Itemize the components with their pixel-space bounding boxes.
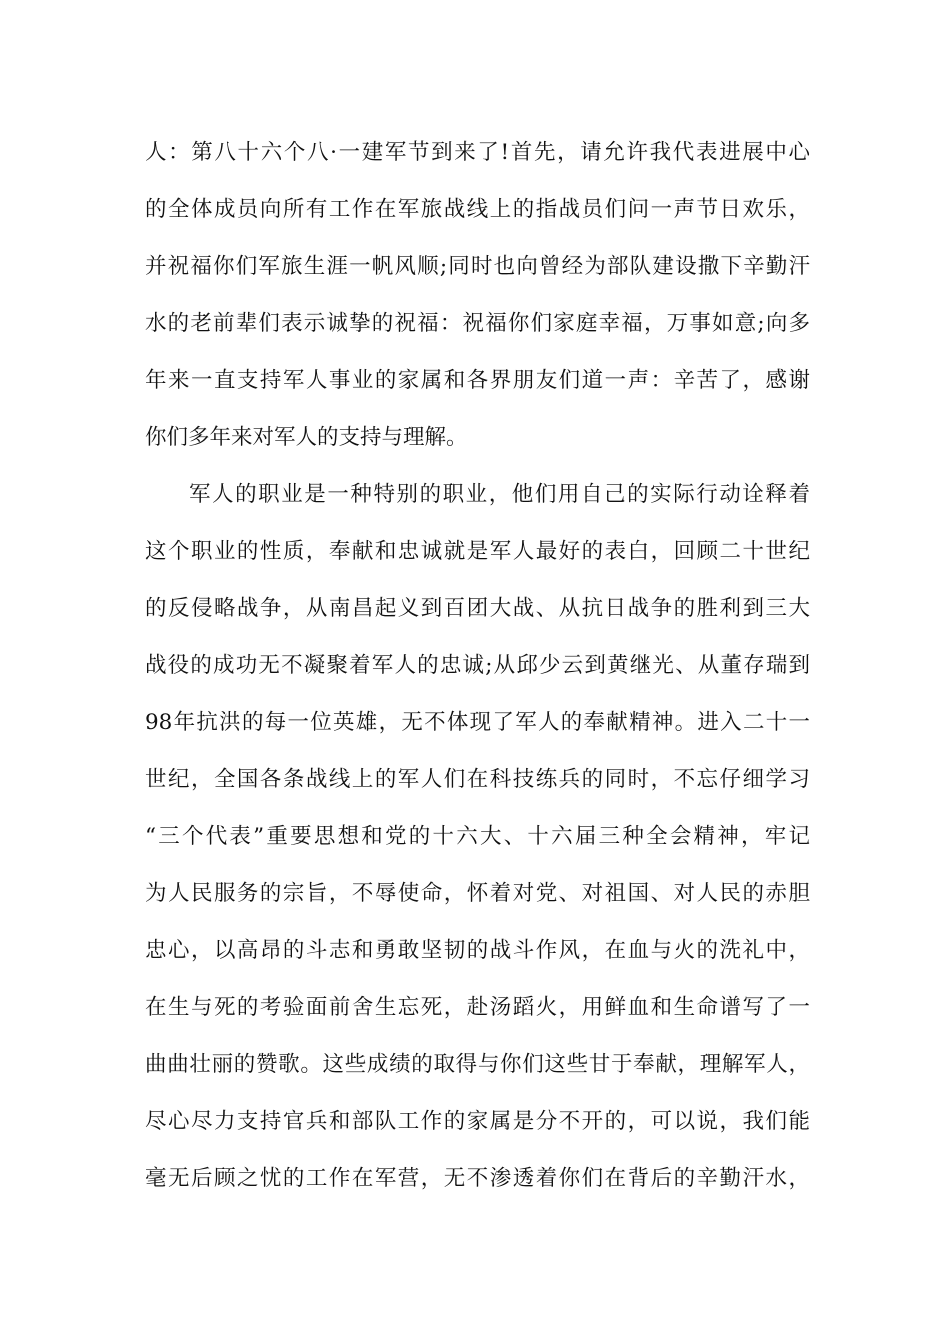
- text-line: 忠心，以高昂的斗志和勇敢坚韧的战斗作风，在血与火的洗礼中，: [145, 938, 810, 963]
- text-line: 曲曲壮丽的赞歌。这些成绩的取得与你们这些甘于奉献，理解军人，: [145, 1052, 810, 1077]
- text-line: 年来一直支持军人事业的家属和各界朋友们道一声：辛苦了，感谢: [145, 368, 810, 393]
- text-line: 水的老前辈们表示诚挚的祝福：祝福你们家庭幸福，万事如意;向多: [145, 311, 810, 336]
- text-line: 尽心尽力支持官兵和部队工作的家属是分不开的，可以说，我们能: [145, 1109, 810, 1134]
- text-line: 为人民服务的宗旨，不辱使命，怀着对党、对祖国、对人民的赤胆: [145, 881, 810, 906]
- text-line: 在生与死的考验面前舍生忘死，赴汤蹈火，用鲜血和生命谱写了一: [145, 995, 810, 1020]
- text-line: 你们多年来对军人的支持与理解。: [145, 425, 468, 450]
- text-line: 世纪，全国各条战线上的军人们在科技练兵的同时，不忘仔细学习: [145, 767, 810, 792]
- paragraph-first-line: 军人的职业是一种特别的职业，他们用自己的实际行动诠释着: [189, 482, 810, 507]
- text-line: 的全体成员向所有工作在军旅战线上的指战员们问一声节日欢乐，: [145, 197, 810, 222]
- text-line: 98年抗洪的每一位英雄，无不体现了军人的奉献精神。进入二十一: [145, 710, 810, 735]
- text-line: “三个代表”重要思想和党的十六大、十六届三种全会精神，牢记: [145, 824, 810, 849]
- text-line: 的反侵略战争，从南昌起义到百团大战、从抗日战争的胜利到三大: [145, 596, 810, 621]
- text-line: 人：第八十六个八·一建军节到来了!首先，请允许我代表进展中心: [145, 140, 810, 165]
- text-line: 毫无后顾之忧的工作在军营，无不渗透着你们在背后的辛勤汗水，: [145, 1166, 810, 1191]
- text-line: 战役的成功无不凝聚着军人的忠诚;从邱少云到黄继光、从董存瑞到: [145, 653, 810, 678]
- text-line: 这个职业的性质，奉献和忠诚就是军人最好的表白，回顾二十世纪: [145, 539, 810, 564]
- text-line: 并祝福你们军旅生涯一帆风顺;同时也向曾经为部队建设撒下辛勤汗: [145, 254, 810, 279]
